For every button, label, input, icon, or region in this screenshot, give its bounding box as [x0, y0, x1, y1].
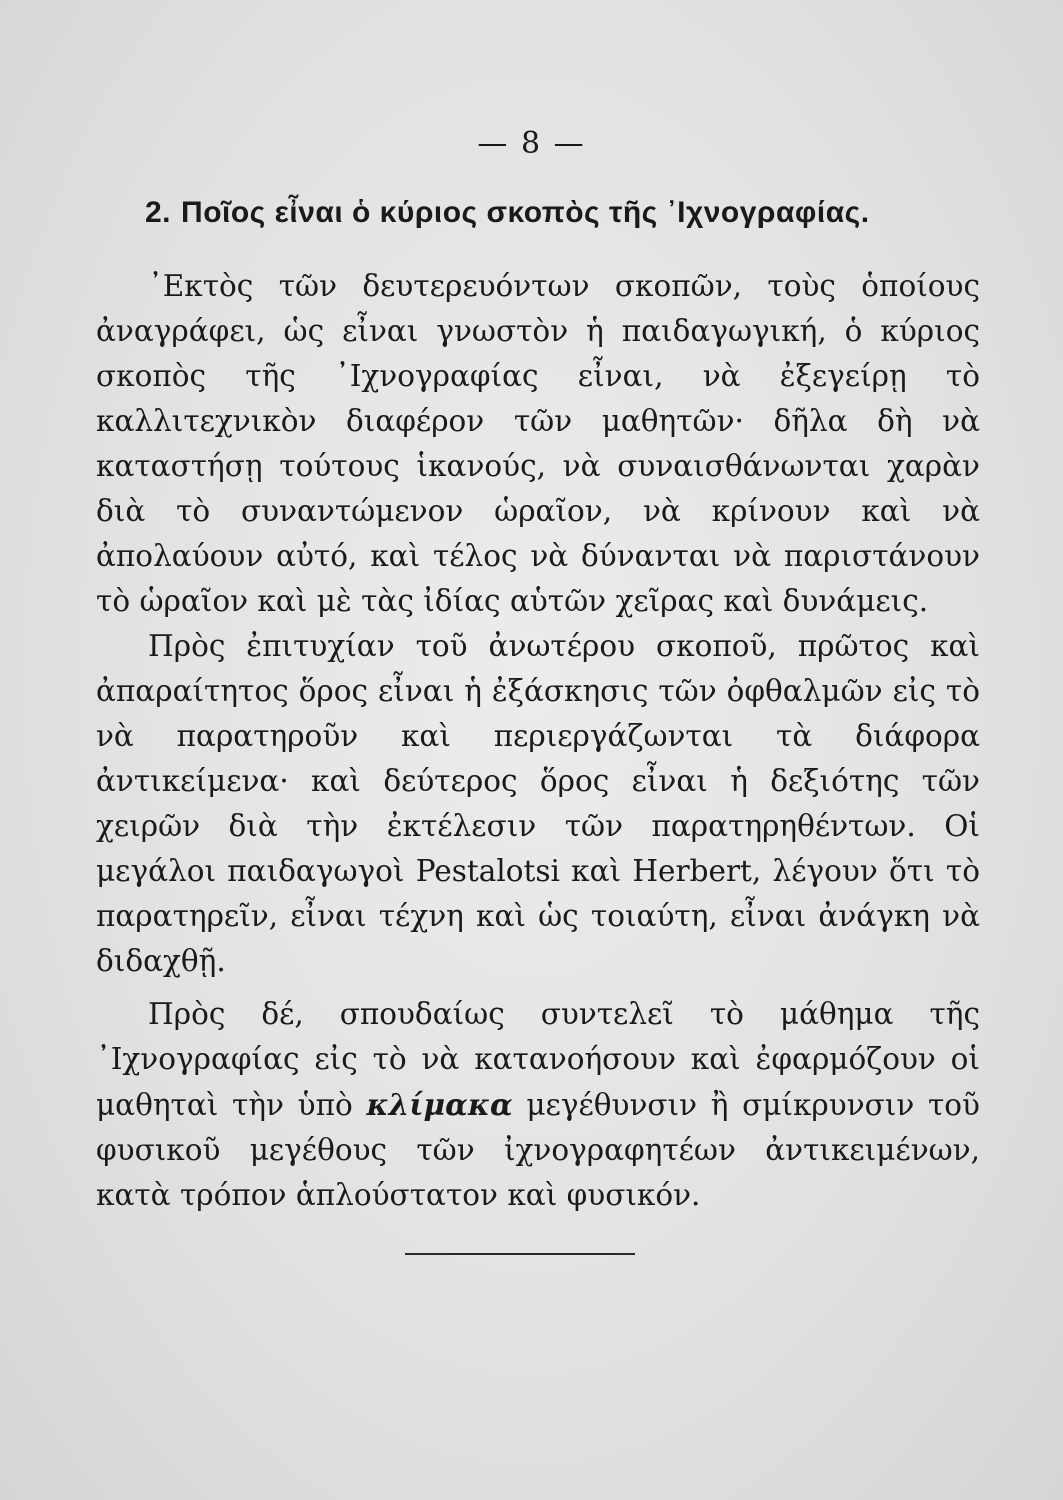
section-heading [145, 196, 985, 230]
paragraph-3-text-end: μεγέθυνσιν ἢ σμίκρυνσιν τοῦ φυσικοῦ μεγέθους τῶν ἰχνογραφητέων ἀντικειμένων, κατὰ τρόπον ἁπλούστατον καὶ φυσικόν. [96, 1088, 980, 1212]
paragraph-3-text-start: Πρὸς δέ, σπουδαίως συντελεῖ τὸ μάθημα τῆς ᾿Ιχνογραφίας εἰς τὸ νὰ κατανοήσουν καὶ ἐφαρμόζουν οἱ μαθηταὶ τὴν ὑπὸ [96, 997, 980, 1122]
emphasized-term: κλίμακα [366, 1087, 513, 1122]
page-number: — 8 — [477, 126, 586, 161]
paragraph-1: ᾿Εκτὸς τῶν δευτερευόντων σκοπῶν, τοὺς ὁποίους ἀναγράφει, ὡς εἶναι γνωστὸν ἡ παιδαγωγική, ὁ κύριος σκοπὸς τῆς ᾿Ιχνογραφίας εἶναι, νὰ ἐξεγείρῃ τὸ καλλιτεχνικὸν διαφέρον τῶν μαθητῶν· δῆλα δὴ νὰ καταστήσῃ τούτους ἱκανούς, νὰ συναισθάνωνται χαρὰν διὰ τὸ συναντώμενον ὡραῖον, νὰ κρίνουν καὶ νὰ ἀπολαύουν αὐτό, καὶ τέλος νὰ δύνανται νὰ παριστάνουν τὸ ὡραῖον καὶ μὲ τὰς ἰδίας αὑτῶν χεῖρας καὶ δυνάμεις. [96, 269, 980, 618]
body-text [96, 264, 980, 1218]
section-divider-line [405, 1253, 635, 1255]
paragraph-3 [96, 992, 980, 1218]
section-number: 2. [145, 196, 172, 229]
paragraph-2: Πρὸς ἐπιτυχίαν τοῦ ἀνωτέρου σκοποῦ, πρῶτος καὶ ἀπαραίτητος ὅρος εἶναι ἡ ἐξάσκησις τῶν ὀφθαλμῶν εἰς τὸ νὰ παρατηροῦν καὶ περιεργάζωνται τὰ διάφορα ἀντικείμενα· καὶ δεύτερος ὅρος εἶναι ἡ δεξιότης τῶν χειρῶν διὰ τὴν ἐκτέλεσιν τῶν παρατηρηθέντων. Οἱ μεγάλοι παιδαγωγοὶ Pestalotsi καὶ Herbert, λέγουν ὅτι τὸ παρατηρεῖν, εἶναι τέχνη καὶ ὡς τοιαύτη, εἶναι ἀνάγκη νὰ διδαχθῇ. [96, 629, 980, 978]
section-title: Ποῖος εἶναι ὁ κύριος σκοπὸς τῆς ᾿Ιχνογραφίας. [181, 196, 870, 229]
